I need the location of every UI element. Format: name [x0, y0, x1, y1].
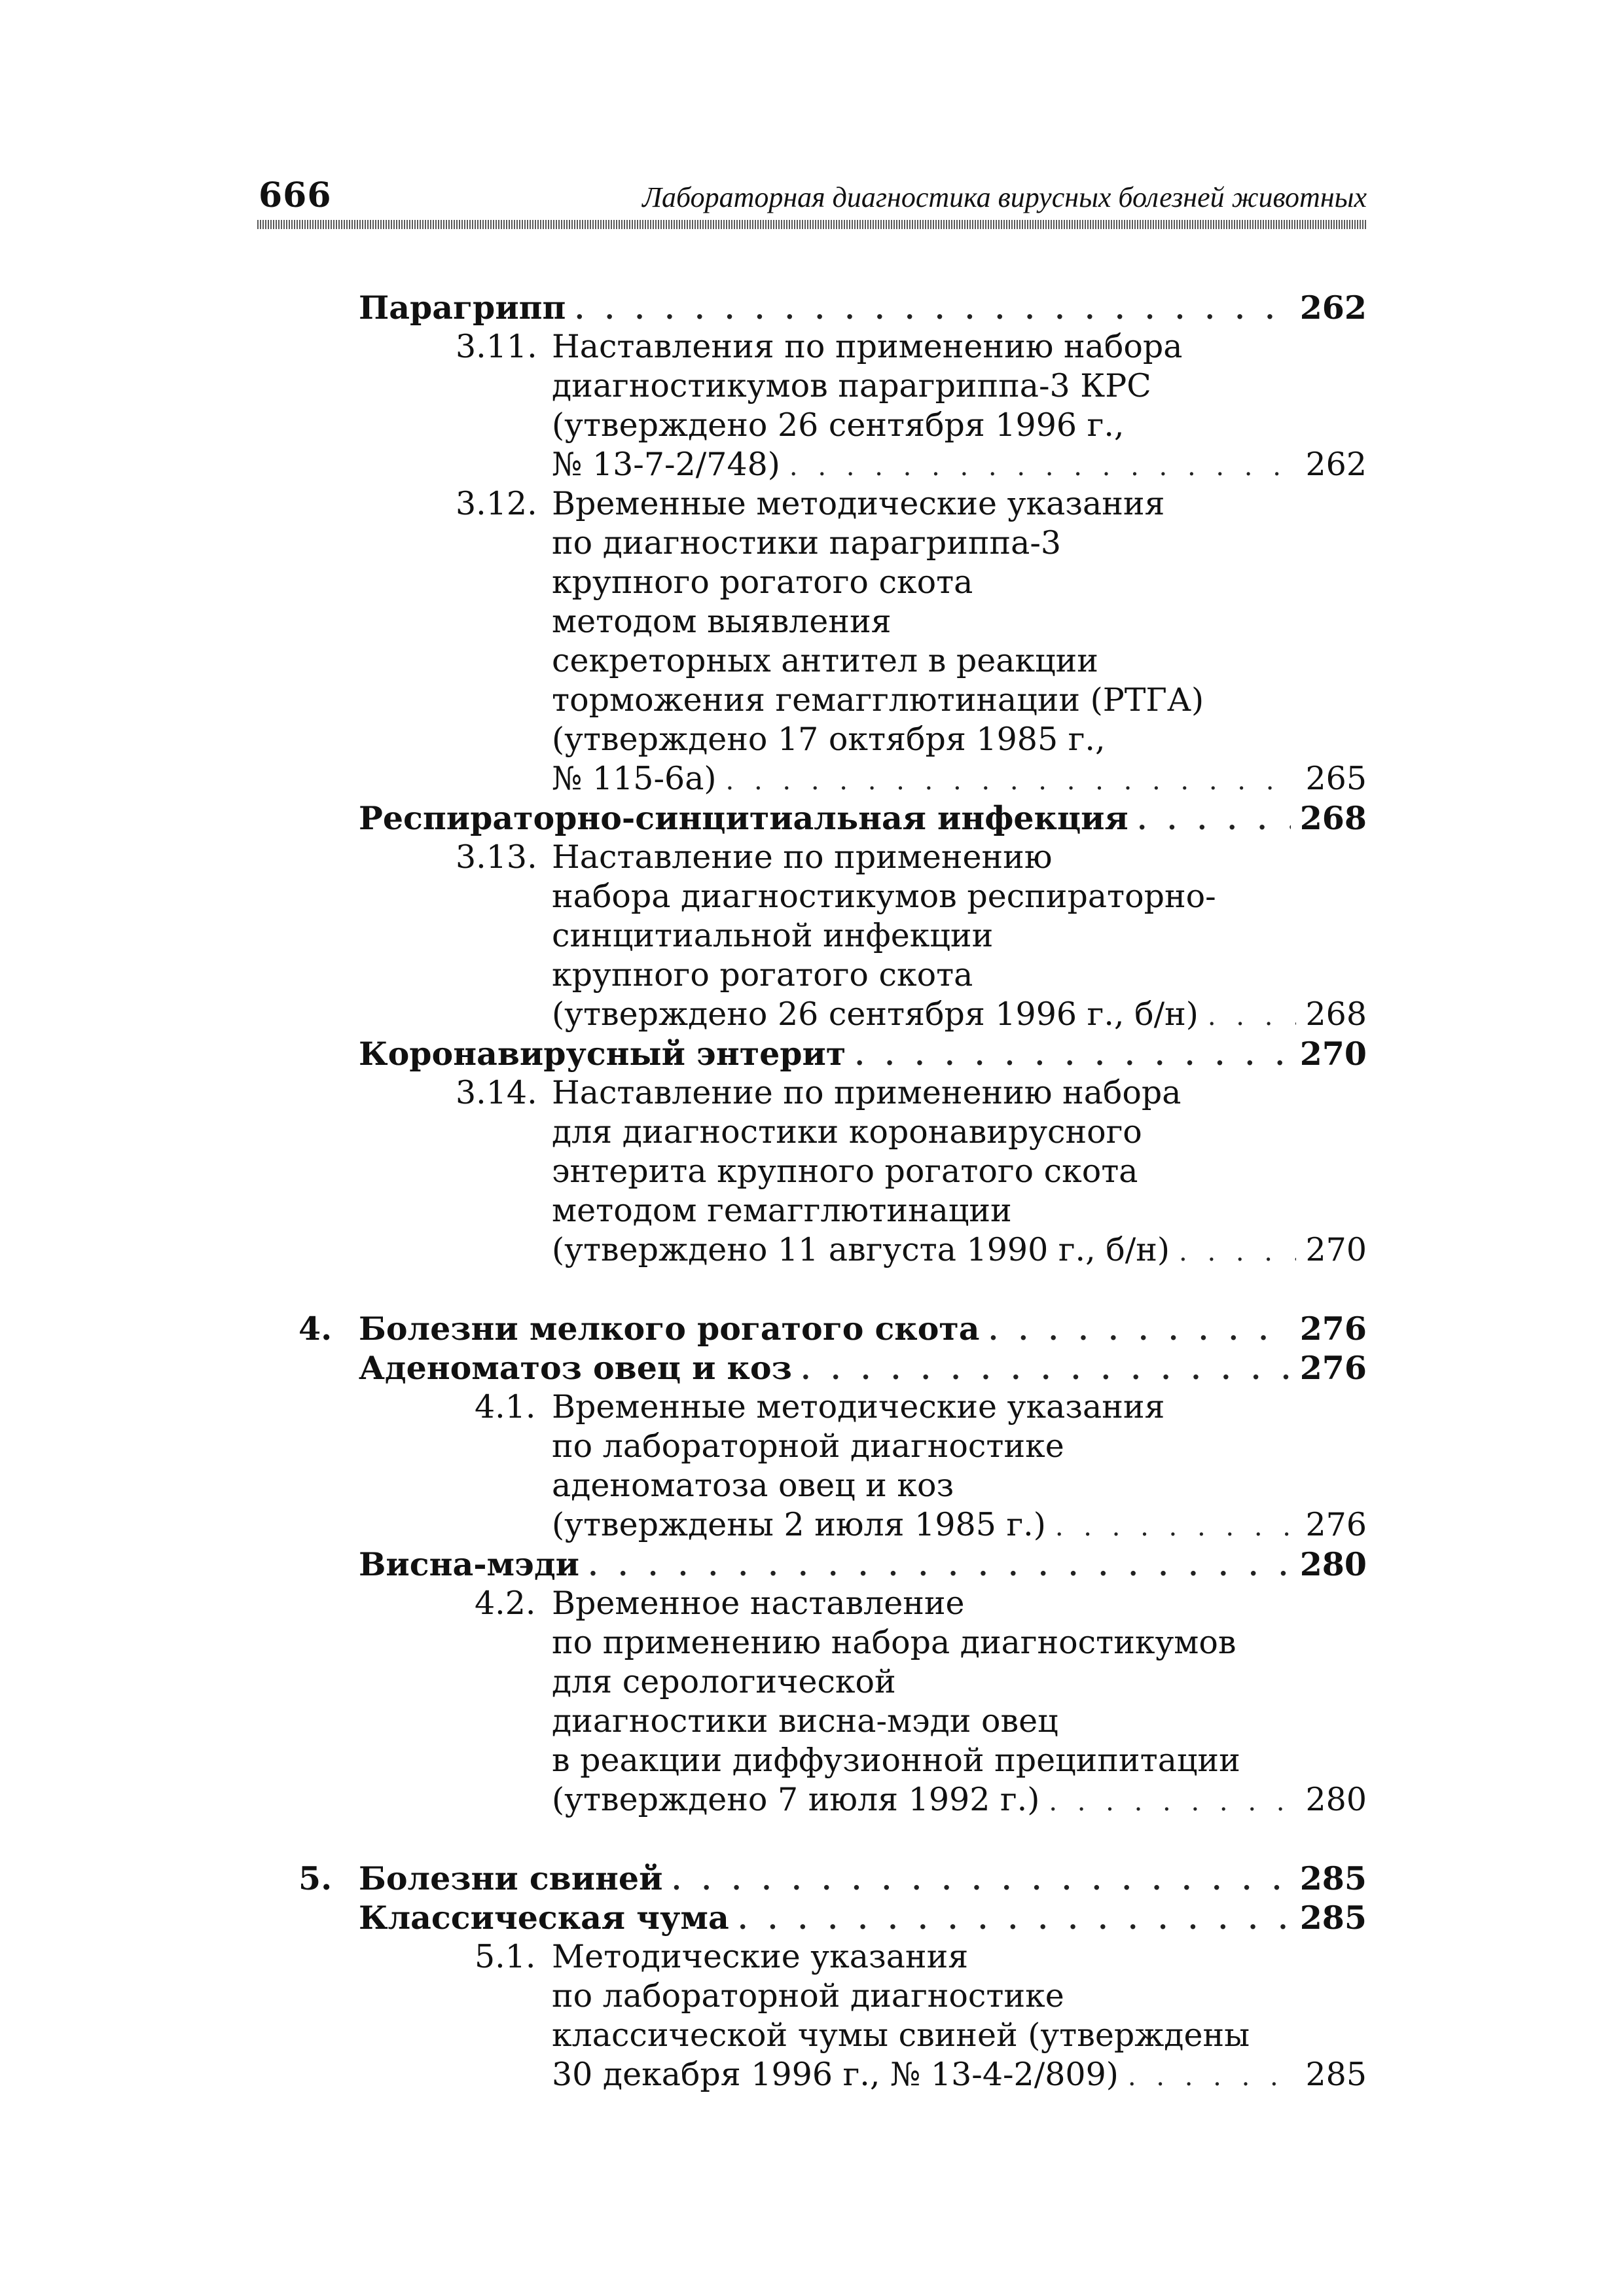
- toc-entry-last-line: (утверждено 7 июля 1992 г.): [552, 1781, 1040, 1818]
- toc-section-title: Парагрипп: [359, 289, 566, 327]
- toc-entry-line: по применению набора диагностикумов: [552, 1624, 1236, 1661]
- toc-page-number: 262: [1299, 289, 1367, 327]
- toc-entry-line: (утверждено 26 сентября 1996 г.,: [552, 406, 1125, 444]
- toc-chapter-title: Болезни мелкого рогатого скота: [359, 1310, 980, 1348]
- toc-entry-number: 3.12.: [456, 485, 537, 522]
- toc-entry-line: методом гемагглютинации: [552, 1192, 1012, 1229]
- toc-section-rs-infection[interactable]: [359, 798, 1367, 840]
- toc-entry-number: 5.1.: [475, 1938, 536, 1975]
- toc-entry-number: 3.13.: [456, 838, 537, 876]
- leader-dots: [1138, 801, 1291, 840]
- toc-entry-last-line: № 13-7-2/748): [552, 446, 780, 483]
- toc-section-adenomatoz[interactable]: [359, 1348, 1367, 1390]
- toc-page-number: 265: [1305, 760, 1367, 797]
- toc-section-corona[interactable]: [359, 1034, 1367, 1076]
- toc-entry-line: классической чумы свиней (утверждены: [552, 2017, 1250, 2054]
- toc-entry-last-line: (утверждены 2 июля 1985 г.): [552, 1506, 1046, 1543]
- toc-page-number: 285: [1305, 2056, 1367, 2093]
- toc-entry-line: диагностикумов парагриппа-3 КРС: [552, 367, 1151, 404]
- toc-entry-3-11[interactable]: [552, 445, 1367, 486]
- toc-page-number: 270: [1299, 1035, 1367, 1073]
- toc-page-number: 280: [1299, 1545, 1367, 1583]
- toc-entry-number: 3.11.: [456, 328, 537, 365]
- toc-page-number: 276: [1299, 1310, 1367, 1348]
- toc-chapter-number: 5.: [298, 1859, 333, 1897]
- toc-page-number: 276: [1299, 1349, 1367, 1387]
- leader-dots: [1049, 1782, 1296, 1821]
- leader-dots: [1179, 1232, 1296, 1272]
- toc-entry-line: по лабораторной диагностике: [552, 1427, 1064, 1465]
- toc-section-title: Аденоматоз овец и коз: [359, 1349, 792, 1387]
- toc-entry-line: Временное наставление: [552, 1585, 965, 1622]
- toc-entry-line: Временные методические указания: [552, 1388, 1165, 1426]
- toc-entry-line: энтерита крупного рогатого скота: [552, 1153, 1138, 1190]
- toc-entry-line: для серологической: [552, 1663, 896, 1700]
- leader-dots: [575, 291, 1290, 330]
- leader-dots: [588, 1547, 1291, 1587]
- leader-dots: [789, 447, 1297, 486]
- leader-dots: [1208, 997, 1297, 1036]
- toc-entry-line: по диагностики парагриппа-3: [552, 524, 1062, 562]
- toc-entry-line: секреторных антител в реакции: [552, 642, 1098, 679]
- toc-chapter-4[interactable]: [359, 1309, 1367, 1351]
- toc-entry-5-1[interactable]: [552, 2055, 1367, 2096]
- toc-entry-line: (утверждено 17 октября 1985 г.,: [552, 721, 1106, 758]
- toc-entry-3-14[interactable]: [552, 1230, 1367, 1272]
- toc-section-classic-plague[interactable]: [359, 1898, 1367, 1940]
- toc-entry-line: Наставление по применению: [552, 838, 1053, 876]
- toc-entry-line: методом выявления: [552, 603, 892, 640]
- toc-entry-number: 3.14.: [456, 1074, 537, 1111]
- leader-dots: [1055, 1507, 1297, 1547]
- toc-section-title: Классическая чума: [359, 1899, 729, 1937]
- toc-entry-line: набора диагностикумов респираторно-: [552, 878, 1216, 915]
- toc-entry-line: для диагностики коронавирусного: [552, 1113, 1142, 1151]
- toc-section-visna[interactable]: [359, 1545, 1367, 1587]
- running-title: Лабораторная диагностика вирусных болезней животных: [642, 181, 1367, 213]
- toc-entry-line: Наставления по применению набора: [552, 328, 1183, 365]
- toc-entry-line: аденоматоза овец и коз: [552, 1467, 954, 1504]
- toc-entry-last-line: (утверждено 26 сентября 1996 г., б/н): [552, 996, 1199, 1033]
- toc-entry-line: по лабораторной диагностике: [552, 1977, 1064, 2015]
- toc-page-number: 270: [1305, 1231, 1367, 1268]
- toc-entry-4-2[interactable]: [552, 1780, 1367, 1821]
- toc-page-number: 262: [1305, 446, 1367, 483]
- toc-entry-number: 4.1.: [475, 1388, 536, 1426]
- toc-page-number: 268: [1305, 996, 1367, 1033]
- toc-entry-number: 4.2.: [475, 1585, 536, 1622]
- toc-page-number: 280: [1305, 1781, 1367, 1818]
- toc-chapter-5[interactable]: [359, 1859, 1367, 1901]
- leader-dots: [989, 1312, 1291, 1351]
- toc-section-paragripp[interactable]: [359, 288, 1367, 330]
- toc-entry-last-line: (утверждено 11 августа 1990 г., б/н): [552, 1231, 1170, 1268]
- toc-entry-4-1[interactable]: [552, 1505, 1367, 1547]
- toc-entry-line: крупного рогатого скота: [552, 564, 973, 601]
- leader-dots: [1128, 2057, 1297, 2096]
- leader-dots: [801, 1351, 1291, 1390]
- toc-page-number: 276: [1305, 1506, 1367, 1543]
- leader-dots: [672, 1861, 1290, 1901]
- toc-entry-line: диагностики висна-мэди овец: [552, 1702, 1058, 1740]
- toc-section-title: Висна-мэди: [359, 1545, 579, 1583]
- toc-section-title: Коронавирусный энтерит: [359, 1035, 846, 1073]
- leader-dots: [738, 1901, 1291, 1940]
- toc-entry-line: синцитиальной инфекции: [552, 917, 994, 954]
- toc-section-title: Респираторно-синцитиальная инфекция: [359, 799, 1128, 837]
- page-number: 666: [259, 175, 332, 215]
- toc-entry-3-13[interactable]: [552, 995, 1367, 1036]
- toc-entry-line: в реакции диффузионной преципитации: [552, 1742, 1240, 1779]
- toc-entry-line: торможения гемагглютинации (РТГА): [552, 681, 1204, 719]
- toc-entry-line: Временные методические указания: [552, 485, 1165, 522]
- toc-page-number: 285: [1299, 1859, 1367, 1897]
- header-divider: [257, 220, 1367, 229]
- toc-page-number: 268: [1299, 799, 1367, 837]
- toc-chapter-title: Болезни свиней: [359, 1859, 663, 1897]
- leader-dots: [726, 761, 1297, 800]
- leader-dots: [855, 1037, 1290, 1076]
- toc-entry-last-line: № 115-6а): [552, 760, 717, 797]
- toc-entry-last-line: 30 декабря 1996 г., № 13-4-2/809): [552, 2056, 1119, 2093]
- toc-entry-3-12[interactable]: [552, 759, 1367, 800]
- toc-chapter-number: 4.: [298, 1310, 333, 1348]
- toc-entry-line: крупного рогатого скота: [552, 956, 973, 994]
- toc-entry-line: Наставление по применению набора: [552, 1074, 1182, 1111]
- toc-page-number: 285: [1299, 1899, 1367, 1937]
- toc-entry-line: Методические указания: [552, 1938, 969, 1975]
